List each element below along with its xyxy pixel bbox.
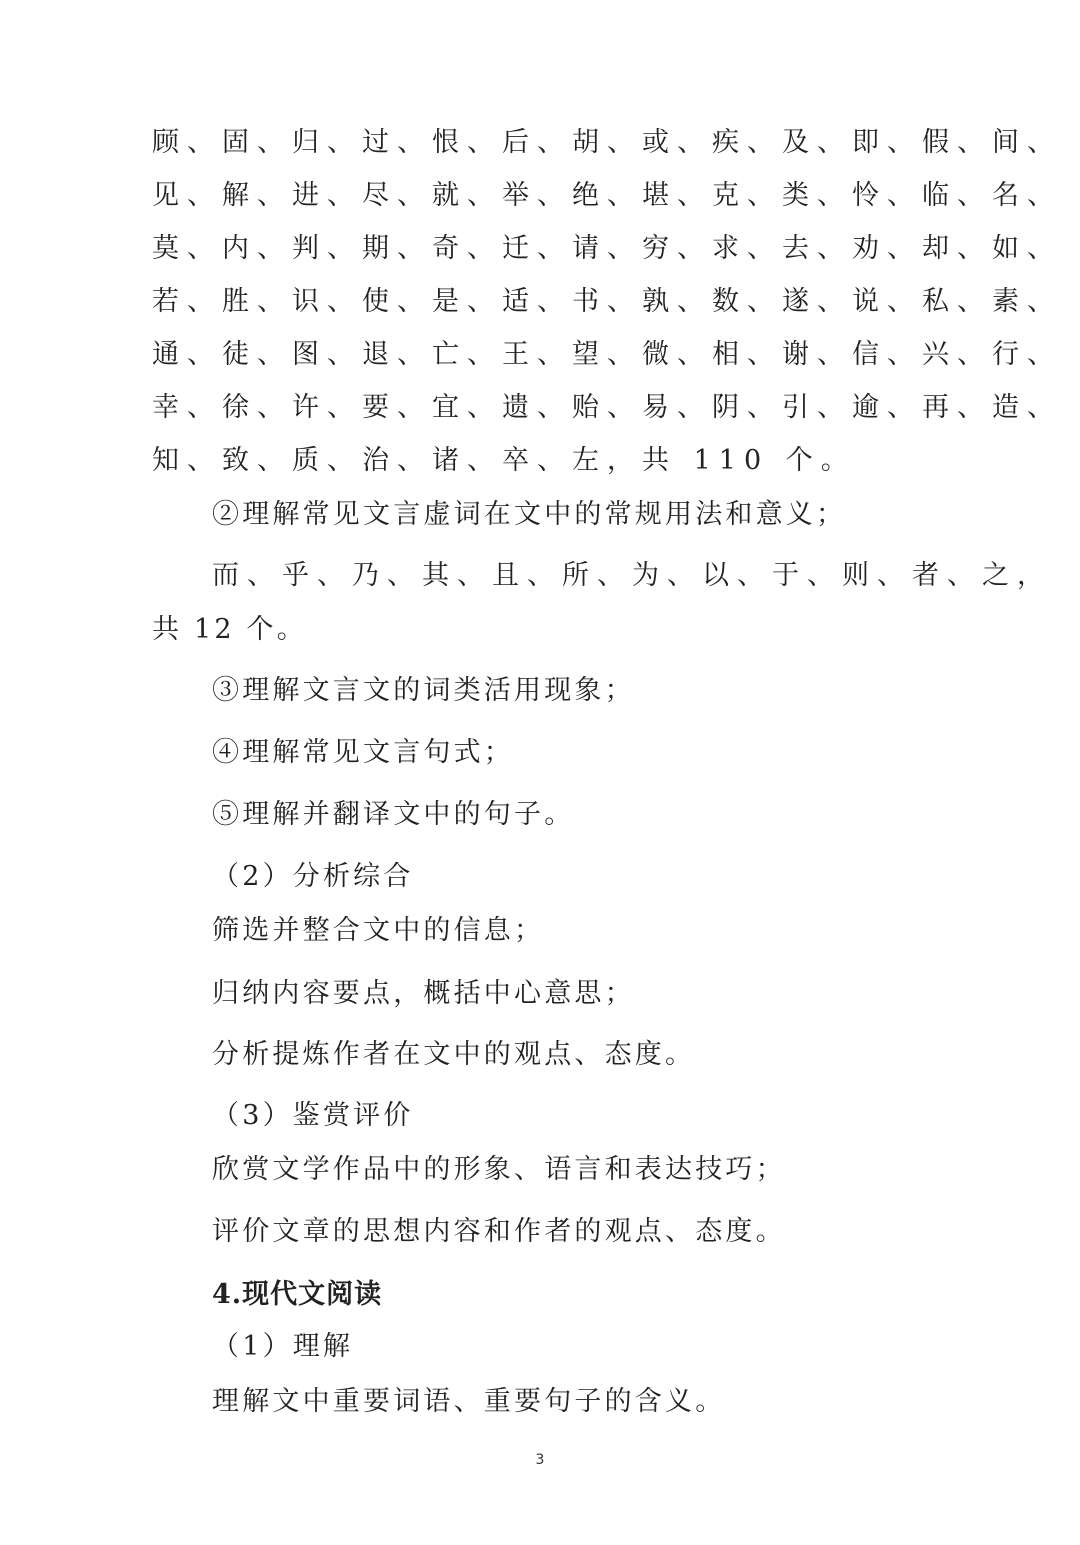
section-3-item: 评价文章的思想内容和作者的观点、态度。 [212, 1216, 786, 1247]
section-2-item: 筛选并整合文中的信息； [212, 915, 545, 946]
section-2-title: （2）分析综合 [212, 861, 414, 892]
shici-line: 莫、内、判、期、奇、迁、请、穷、求、去、劝、却、如、 [152, 233, 1062, 264]
subsection-1-title: （1）理解 [212, 1331, 354, 1362]
page-number: 3 [535, 1452, 545, 1468]
section-2-item: 分析提炼作者在文中的观点、态度。 [212, 1039, 696, 1070]
shici-line: 若、胜、识、使、是、适、书、孰、数、遂、说、私、素、 [152, 286, 1062, 317]
shici-line: 顾、固、归、过、恨、后、胡、或、疾、及、即、假、间、 [152, 127, 1062, 158]
section-3-title: （3）鉴赏评价 [212, 1100, 414, 1131]
shici-line: 知、致、质、治、诸、卒、左，共 110 个。 [152, 445, 856, 476]
shici-line: 见、解、进、尽、就、举、绝、堪、克、类、怜、临、名、 [152, 180, 1062, 211]
section-2-item: 归纳内容要点，概括中心意思； [212, 978, 635, 1009]
item-5: ⑤理解并翻译文中的句子。 [212, 799, 575, 830]
shici-line: 通、徒、图、退、亡、王、望、微、相、谢、信、兴、行、 [152, 339, 1062, 370]
item-2: ②理解常见文言虚词在文中的常规用法和意义； [212, 499, 847, 530]
section-4-heading: 4.现代文阅读 [212, 1279, 383, 1310]
section-3-item: 欣赏文学作品中的形象、语言和表达技巧； [212, 1154, 786, 1185]
xuci-count: 共 12 个。 [152, 614, 307, 645]
subsection-1-item: 理解文中重要词语、重要句子的含义。 [212, 1386, 726, 1417]
item-4: ④理解常见文言句式； [212, 737, 514, 768]
item-3: ③理解文言文的词类活用现象； [212, 675, 635, 706]
shici-line: 幸、徐、许、要、宜、遗、贻、易、阴、引、逾、再、造、 [152, 392, 1062, 423]
xuci-line: 而、乎、乃、其、且、所、为、以、于、则、者、之， [212, 560, 1052, 591]
